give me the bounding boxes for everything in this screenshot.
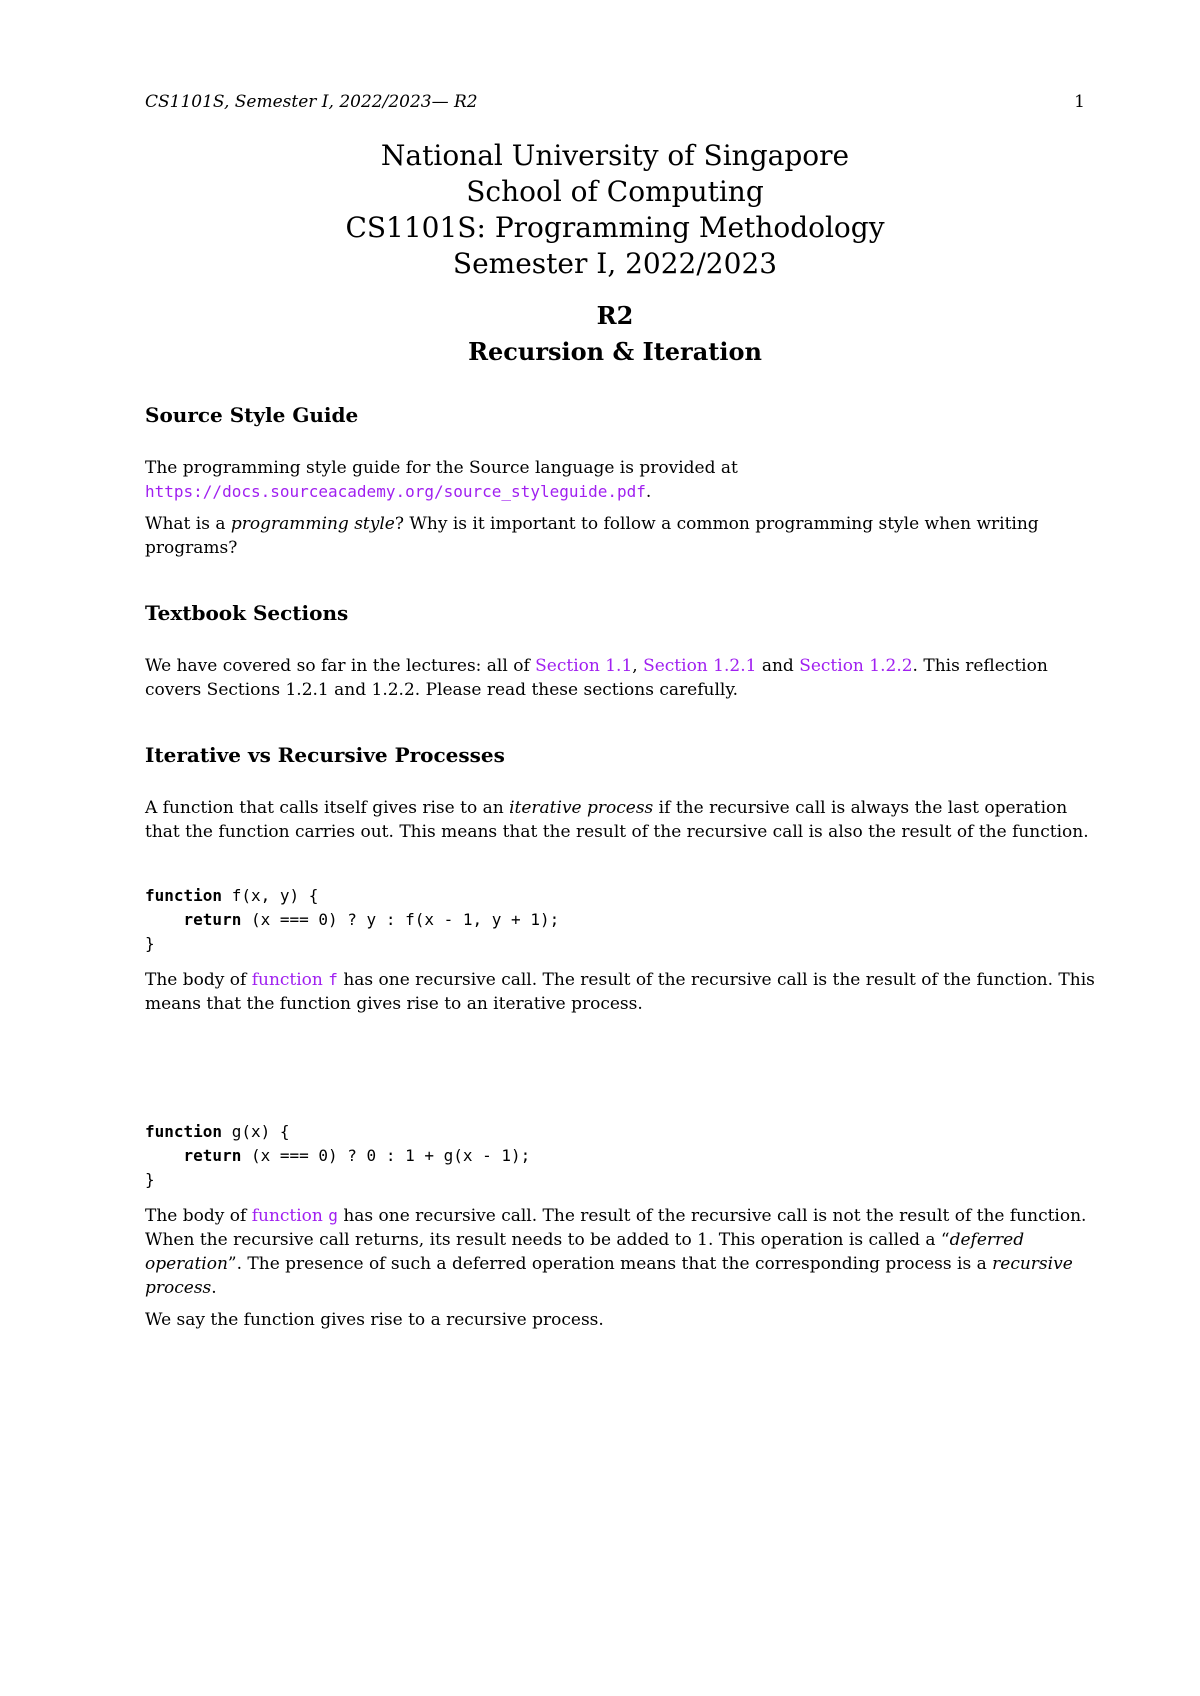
semester: Semester I, 2022/2023 (452, 247, 778, 280)
code-block-g (145, 1120, 1105, 1192)
section-textbook (145, 600, 1105, 702)
intro-emphasis: iterative process (509, 798, 654, 818)
code-f-line2: (x === 0) ? y : f(x - 1, y + 1); (241, 910, 560, 929)
textbook-paragraph (145, 654, 1105, 702)
code-g-line2: (x === 0) ? 0 : 1 + g(x - 1); (241, 1146, 531, 1165)
style-guide-question (145, 512, 1105, 560)
style-guide-period: . (645, 482, 652, 502)
page-number: 1 (1074, 92, 1085, 112)
function-f-link-code: f (328, 970, 338, 989)
running-title: CS1101S, Semester I, 2022/2023— R2 (145, 92, 478, 112)
textbook-heading: Textbook Sections (145, 601, 349, 625)
g-desc-text-d: . (211, 1278, 217, 1298)
section-processes (145, 742, 1105, 1332)
deferred-operation-emphasis: deferred operation (145, 1230, 1025, 1274)
textbook-sep-2: and (756, 656, 800, 676)
code-f-indent (145, 910, 184, 929)
reflection-code: R2 (596, 301, 634, 330)
intro-text-b: if the recursive call is always the last operation that the function carries out. This means that the result of the recursive call is also the result of the function. (145, 798, 1089, 842)
question-text-b: ? Why is it important to follow a common programming style when writing programs? (145, 514, 1039, 558)
function-g-link-code: g (328, 1206, 338, 1225)
textbook-text-a: We have covered so far in the lectures: all of (145, 656, 536, 676)
style-guide-text: The programming style guide for the Source language is provided at (145, 458, 738, 478)
textbook-text-b: . This reflection covers Sections 1.2.1 and 1.2.2. Please read these sections carefully. (145, 656, 1048, 700)
f-desc-text-a: The body of (145, 970, 252, 990)
spacer (145, 1024, 1105, 1080)
title-block (145, 138, 1085, 370)
section-1-2-2-link[interactable]: Section 1.2.2 (799, 656, 913, 676)
code-g-keyword-return: return (183, 1146, 242, 1165)
code-f-keyword-return: return (183, 910, 242, 929)
code-block-f (145, 884, 1105, 956)
code-g-indent (145, 1146, 184, 1165)
question-text-a: What is a (145, 514, 231, 534)
code-g-keyword-function: function (145, 1122, 223, 1141)
recursive-process-emphasis: recursive process (145, 1254, 1073, 1298)
processes-heading: Iterative vs Recursive Processes (145, 743, 505, 767)
school-name: School of Computing (466, 175, 764, 208)
g-desc-text-b: has one recursive call. The result of the recursive call is not the result of the function. When the recursive call returns, its result needs to be added to 1. This operation is called a “ (145, 1206, 1087, 1250)
function-g-link-text: function (251, 1206, 329, 1226)
f-desc-text-b: has one recursive call. The result of the recursive call is the result of the function. This means that the function gives rise to an iterative process. (145, 970, 1095, 1014)
function-g-description (145, 1204, 1105, 1300)
code-f-line3: } (145, 934, 155, 953)
style-guide-link[interactable]: https://docs.sourceacademy.org/source_styleguide.pdf (145, 482, 646, 501)
textbook-sep-1: , (632, 656, 644, 676)
section-style-guide (145, 402, 1105, 560)
g-desc-text-c: ”. The presence of such a deferred operation means that the corresponding process is a (227, 1254, 993, 1274)
function-g-link[interactable] (252, 1206, 338, 1226)
intro-text-a: A function that calls itself gives rise to an (145, 798, 510, 818)
closing-statement: We say the function gives rise to a recursive process. (145, 1310, 604, 1330)
section-1-2-1-link[interactable]: Section 1.2.1 (643, 656, 757, 676)
function-f-link-text: function (251, 970, 329, 990)
code-g-line3: } (145, 1170, 155, 1189)
code-f-keyword-function: function (145, 886, 223, 905)
style-guide-heading: Source Style Guide (145, 403, 359, 427)
function-f-link[interactable] (252, 970, 338, 990)
function-f-description (145, 968, 1105, 1016)
processes-intro (145, 796, 1105, 844)
g-desc-text-a: The body of (145, 1206, 252, 1226)
code-g-line1: g(x) { (222, 1122, 290, 1141)
section-1-1-link[interactable]: Section 1.1 (535, 656, 633, 676)
reflection-title: Recursion & Iteration (468, 337, 762, 366)
question-emphasis: programming style (230, 514, 395, 534)
university-name: National University of Singapore (380, 139, 850, 172)
style-guide-paragraph (145, 456, 1105, 504)
running-header (145, 92, 1085, 112)
code-f-line1: f(x, y) { (222, 886, 319, 905)
body-content (145, 402, 1105, 1340)
course-name: CS1101S: Programming Methodology (345, 211, 885, 244)
